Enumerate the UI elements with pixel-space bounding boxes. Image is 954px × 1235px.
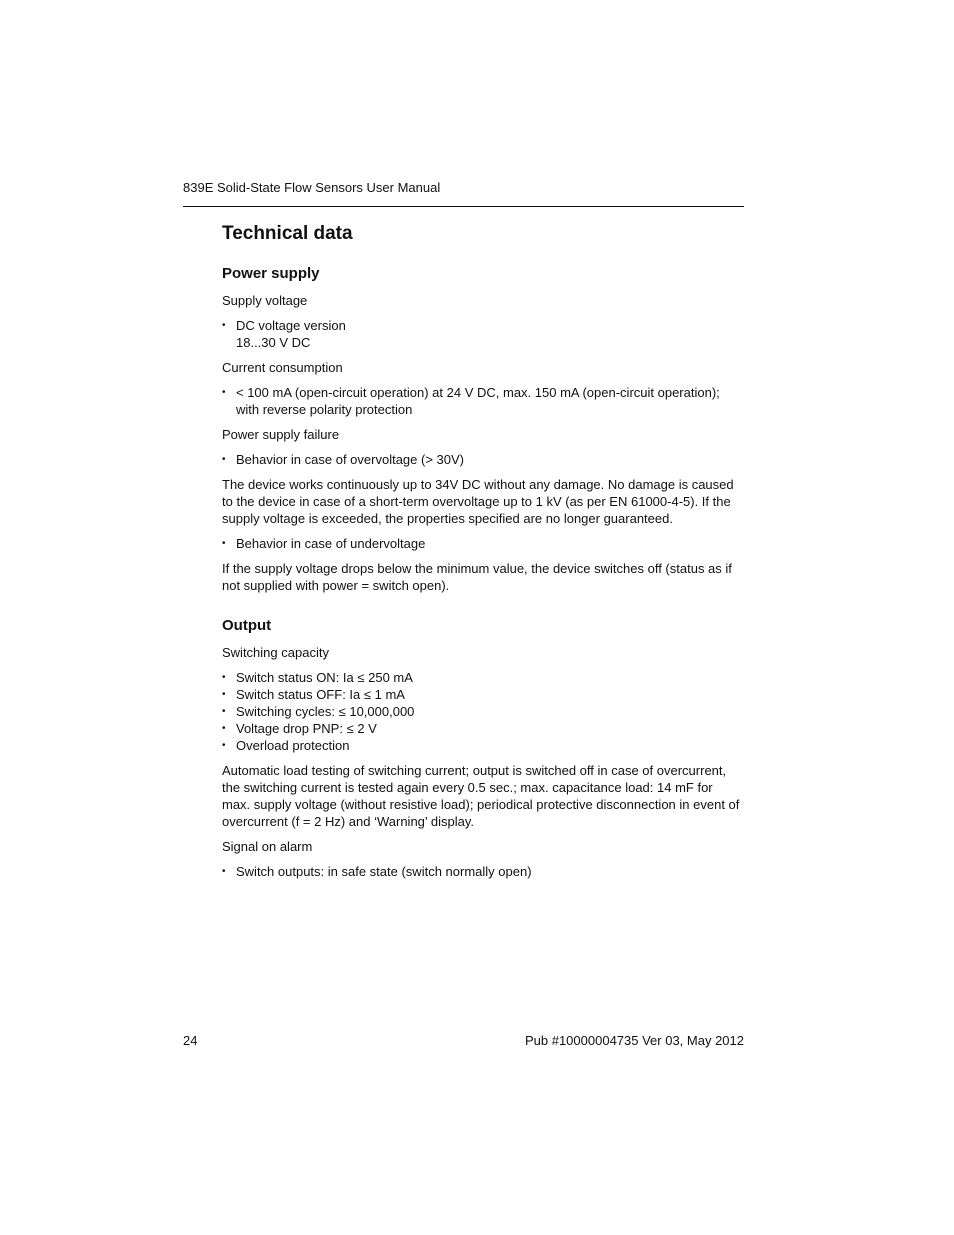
- current-consumption-list: [222, 384, 744, 418]
- list-item: • Behavior in case of overvoltage (> 30V): [222, 451, 744, 468]
- page-number: 24: [183, 1033, 198, 1048]
- section-heading-power-supply: Power supply: [222, 265, 320, 282]
- overload-paragraph: Automatic load testing of switching current; output is switched off in case of overcurrent, the switching current is tested again every 0.5 sec.; max. capacitance load: 14 mF for max. supply voltage (without resistive load); periodical protective disconnection in event of overcurrent (f = 2 Hz) and ‘Warning’ display.: [222, 763, 740, 829]
- power-supply-failure-label: Power supply failure: [222, 427, 340, 442]
- undervoltage-list: [222, 535, 744, 552]
- header-divider: [183, 206, 744, 207]
- list-item: • Switching cycles: ≤ 10,000,000: [222, 703, 744, 720]
- list-item: [222, 317, 744, 351]
- list-item-value: 18...30 V DC: [236, 335, 311, 350]
- page-header: 839E Solid-State Flow Sensors User Manual: [183, 180, 441, 195]
- section-heading-output: Output: [222, 617, 272, 634]
- list-item-text: DC voltage version: [236, 318, 346, 333]
- signal-on-alarm-list: [222, 863, 744, 880]
- list-item: • Voltage drop PNP: ≤ 2 V: [222, 720, 744, 737]
- overvoltage-list: [222, 451, 744, 468]
- supply-voltage-list: [222, 317, 744, 351]
- list-item: • Overload protection: [222, 737, 744, 754]
- switching-capacity-label: Switching capacity: [222, 645, 329, 660]
- page-title: Technical data: [222, 223, 353, 244]
- supply-voltage-label: Supply voltage: [222, 293, 308, 308]
- switching-capacity-list: [222, 669, 744, 754]
- list-item: • Switch status OFF: Ia ≤ 1 mA: [222, 686, 744, 703]
- list-item: • Switch status ON: Ia ≤ 250 mA: [222, 669, 744, 686]
- main-content: [222, 221, 744, 888]
- list-item: • Behavior in case of undervoltage: [222, 535, 744, 552]
- overvoltage-paragraph: The device works continuously up to 34V DC without any damage. No damage is caused to the device in case of a short-term overvoltage up to 1 kV (as per EN 61000-4-5). If the supply voltage is exceeded, the properties specified are no longer guaranteed.: [222, 477, 734, 526]
- list-item: • < 100 mA (open-circuit operation) at 24 V DC, max. 150 mA (open-circuit operation); with reverse polarity protection: [222, 384, 744, 418]
- publication-info: Pub #10000004735 Ver 03, May 2012: [524, 1033, 744, 1048]
- current-consumption-label: Current consumption: [222, 360, 343, 375]
- undervoltage-paragraph: If the supply voltage drops below the minimum value, the device switches off (status as if not supplied with power = switch open).: [222, 561, 732, 593]
- signal-on-alarm-label: Signal on alarm: [222, 839, 313, 854]
- list-item: • Switch outputs: in safe state (switch normally open): [222, 863, 744, 880]
